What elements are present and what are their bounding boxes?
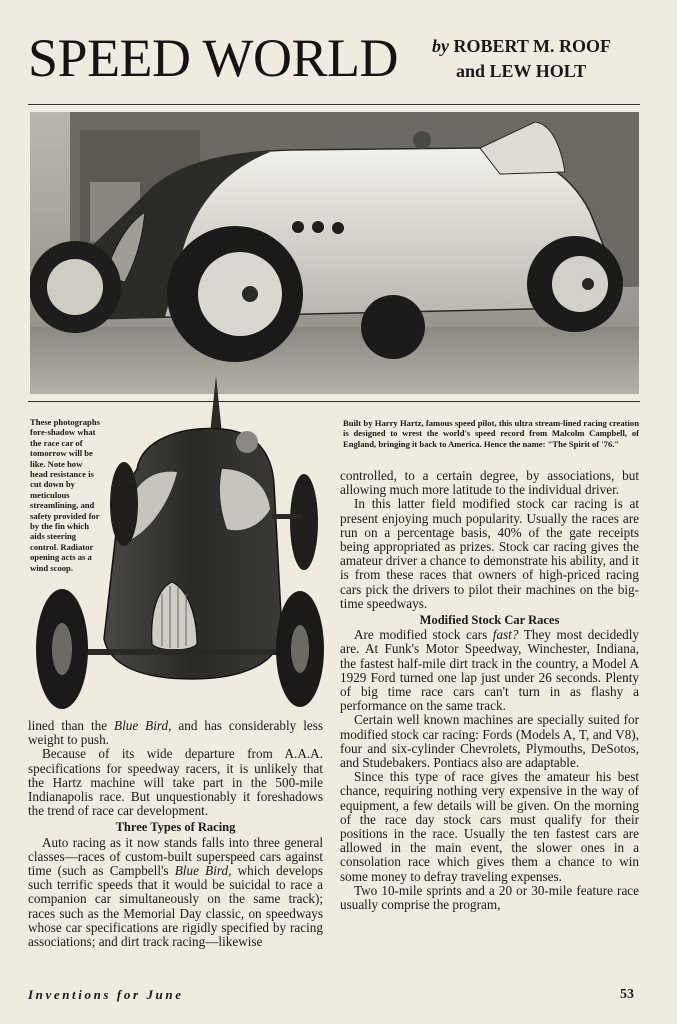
race-car-side-image [30,112,639,394]
italic-text: fast? [492,627,519,643]
paragraph [28,719,323,747]
text-run: lined than the [28,718,115,733]
caption-right: Built by Harry Hartz, famous speed pilot, this ultra stream-lined racing creation is designed to wrest the world's speed record from Malcolm Campbell, of England, bringing it back to America. Hence the name: "The Spirit of '76." [343,418,639,449]
text-run: They most decidedly are. At Funk's Motor Speedway, Winchester, Indiana, the fastest half-mile dirt track in the country, a Model A 1929 Ford turned one lap just under 26 seconds. Plenty of big time race cars can't turn in as flashy a performance on the same track. [340,627,639,714]
text-run: Are modified stock cars [354,627,493,643]
paragraph: Two 10-mile sprints and a 20 or 30-mile feature race usually comprise the program, [340,882,639,913]
footer-magazine-issue: Inventions for June [28,987,184,1002]
byline-prefix: by [432,36,449,56]
page-number: 53 [620,987,634,1002]
text-run: and has considerably less weight to push. [28,718,324,748]
byline [432,34,611,84]
right-text-column [340,469,639,912]
section-heading: Modified Stock Car Races [419,613,560,628]
section-heading: Three Types of Racing [115,820,236,835]
photo-race-car-front [32,374,324,712]
photo-race-car-side [30,112,639,394]
italic-text: Blue Bird, [114,718,172,733]
paragraph: Since this type of race gives the amateur his best chance, requiring nothing very expensive in the way of equipment, a few details will be given. On the morning of the race day stock cars must qualify for their positions in the race. Usually the ten fastest cars are allowed in the main event, the slower ones in a consolation race which gives them a chance to win some money to defray traveling expenses. [340,769,639,884]
text-run: Auto racing as it now stands falls into three general classes—races of custom-built superspeed cars against time (such as Campbell's [28,834,323,879]
paragraph [340,628,639,713]
caption-left: These photographs fore-shadow what the race car of tomorrow will be like. Note how head resistance is cut down by meticulous streamlining, and safety provided for by the fin which aids steering control. Radiator opening acts as a wind scoop. [30,417,100,573]
italic-text: Blue Bird, [174,863,232,879]
paragraph: In this latter field modified stock car racing is at present enjoying much popularity. Usually the races are run on a percentage basis, 40% of the gate receipts being appropriated as prizes. Stock car racing gives the amateur driver a chance to demonstrate his ability, and it is from these races that owners of high-priced racing cars pick the drivers to pilot their machines on the big-time speedways. [340,496,639,611]
author-line-2: and LEW HOLT [456,61,587,81]
left-text-column [28,719,323,949]
header-rule [28,104,640,105]
paragraph: controlled, to a certain degree, by associations, but allowing much more latitude to the individual driver. [340,468,639,498]
page-title: SPEED WORLD [28,28,399,88]
author-line-1: ROBERT M. ROOF [453,36,612,56]
paragraph: Certain well known machines are specially suited for modified stock car racing: Fords (Models A, T, and V8), four and six-cylinder Chevrolets, Plymouths, DeSotos, and Studebakers. Pontiacs also are adaptable. [340,712,639,771]
paragraph: Because of its wide departure from A.A.A. specifications for speedway racers, it is unlikely that the Hartz machine will take part in the 500-mile Indianapolis race. But unquestionably it foreshadows the trend of race car development. [28,746,323,819]
race-car-front-image [32,374,324,712]
text-run: which develops such terrific speeds that it would be suicidal to race a companion car simultaneously on the same track); races such as the Memorial Day classic, on speedways whose car specifications are rigidly specified by racing associations; and dirt track racing—likewise [28,863,324,950]
paragraph [28,836,323,950]
